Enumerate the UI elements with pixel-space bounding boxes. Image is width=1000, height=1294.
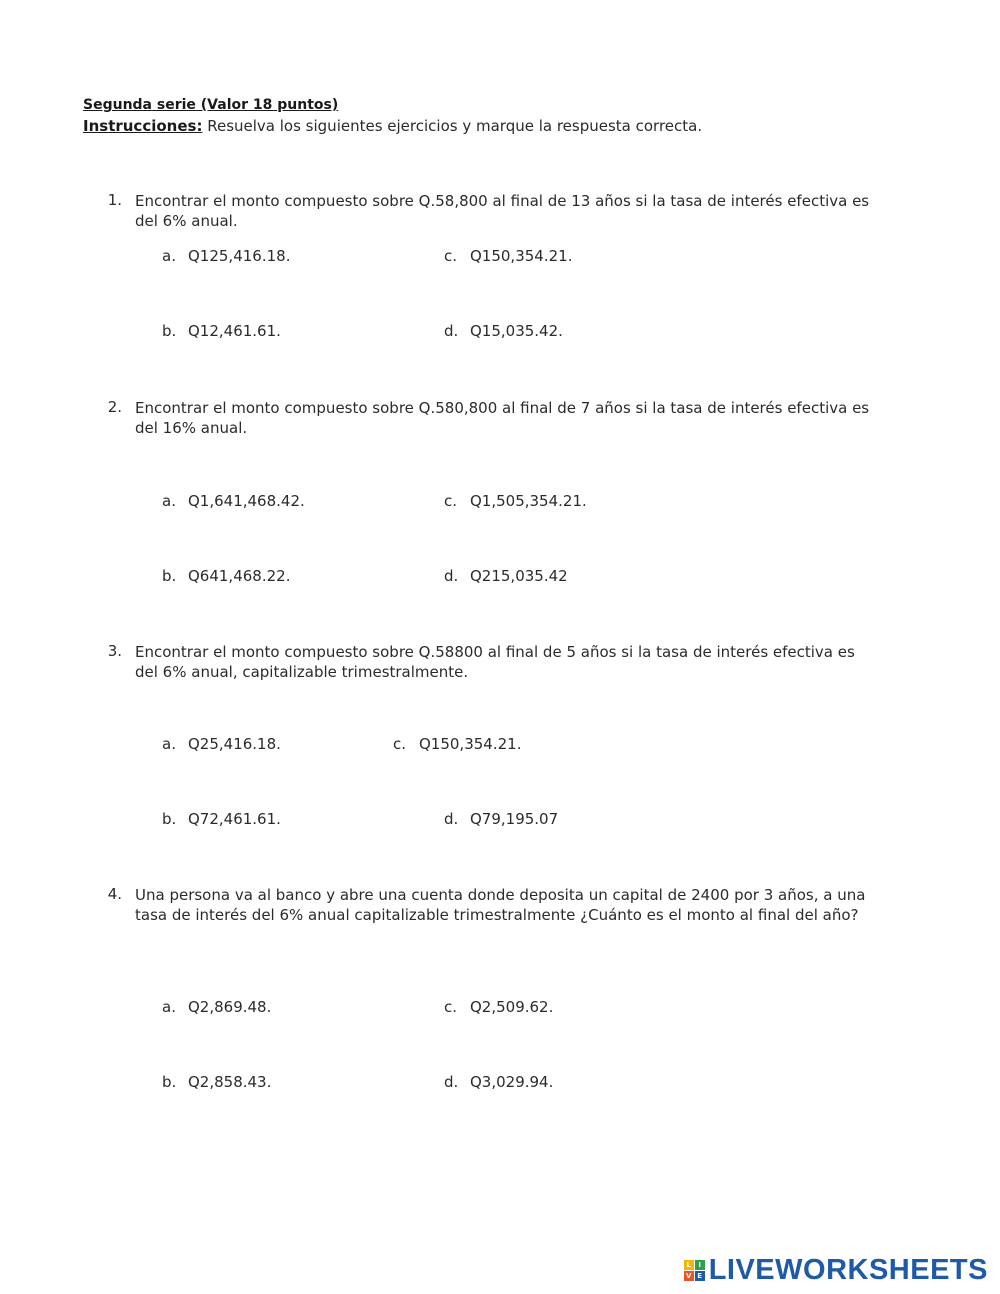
option-letter: b.	[162, 567, 177, 585]
question-text: Encontrar el monto compuesto sobre Q.58800 al final de 5 años si la tasa de interés efectiva es del 6% anual, capitalizable trimestralmente.	[135, 643, 855, 681]
answer-option-c[interactable]	[444, 247, 572, 265]
answer-option-d[interactable]	[444, 322, 563, 340]
logo-cell: E	[695, 1271, 705, 1281]
option-letter: d.	[444, 810, 459, 828]
logo-cell: V	[684, 1271, 694, 1281]
option-letter: b.	[162, 1073, 177, 1091]
option-letter: a.	[162, 998, 176, 1016]
answer-option-b[interactable]	[162, 1073, 271, 1091]
answer-option-a[interactable]	[162, 735, 281, 753]
question-number: 3.	[107, 642, 122, 660]
logo-cell: I	[695, 1260, 705, 1270]
question-number: 2.	[107, 398, 122, 416]
answer-option-a[interactable]	[162, 998, 271, 1016]
brand-name: LIVEWORKSHEETS	[708, 1254, 988, 1286]
option-value: Q125,416.18.	[188, 247, 291, 265]
option-letter: d.	[444, 567, 459, 585]
option-value: Q12,461.61.	[188, 322, 281, 340]
answer-option-a[interactable]	[162, 492, 305, 510]
instructions	[83, 117, 702, 135]
option-value: Q1,641,468.42.	[188, 492, 305, 510]
answer-option-d[interactable]	[444, 1073, 553, 1091]
option-value: Q150,354.21.	[419, 735, 522, 753]
question-text: Encontrar el monto compuesto sobre Q.580,800 al final de 7 años si la tasa de interés efectiva es del 16% anual.	[135, 399, 870, 437]
option-letter: c.	[444, 247, 458, 265]
answer-option-b[interactable]	[162, 567, 290, 585]
logo-cell: L	[684, 1260, 694, 1270]
question-text: Una persona va al banco y abre una cuenta donde deposita un capital de 2400 por 3 años, a una tasa de interés del 6% anual capitalizable trimestralmente ¿Cuánto es el monto al final del año?	[135, 886, 866, 924]
option-letter: c.	[393, 735, 407, 753]
option-letter: c.	[444, 998, 458, 1016]
option-letter: a.	[162, 247, 176, 265]
option-value: Q72,461.61.	[188, 810, 281, 828]
option-letter: c.	[444, 492, 458, 510]
option-value: Q79,195.07	[470, 810, 559, 828]
option-value: Q2,858.43.	[188, 1073, 272, 1091]
liveworksheets-logo-icon	[684, 1260, 705, 1281]
option-value: Q1,505,354.21.	[470, 492, 587, 510]
answer-option-c[interactable]	[444, 998, 553, 1016]
liveworksheets-brand	[684, 1254, 988, 1287]
answer-option-b[interactable]	[162, 322, 281, 340]
option-value: Q3,029.94.	[470, 1073, 554, 1091]
option-value: Q150,354.21.	[470, 247, 573, 265]
answer-option-c[interactable]	[393, 735, 521, 753]
option-letter: b.	[162, 810, 177, 828]
option-letter: a.	[162, 735, 176, 753]
series-title: Segunda serie (Valor 18 puntos)	[83, 97, 339, 113]
instructions-label: Instrucciones:	[83, 117, 203, 135]
question-text: Encontrar el monto compuesto sobre Q.58,800 al final de 13 años si la tasa de interés efectiva es del 6% anual.	[135, 192, 870, 230]
question-number: 4.	[107, 885, 122, 903]
option-value: Q2,869.48.	[188, 998, 272, 1016]
answer-option-c[interactable]	[444, 492, 587, 510]
instructions-text: Resuelva los siguientes ejercicios y marque la respuesta correcta.	[202, 117, 703, 135]
question-number: 1.	[107, 191, 122, 209]
option-letter: b.	[162, 322, 177, 340]
answer-option-d[interactable]	[444, 810, 558, 828]
answer-option-a[interactable]	[162, 247, 290, 265]
option-value: Q2,509.62.	[470, 998, 554, 1016]
answer-option-b[interactable]	[162, 810, 281, 828]
option-value: Q25,416.18.	[188, 735, 281, 753]
answer-option-d[interactable]	[444, 567, 568, 585]
option-letter: d.	[444, 322, 459, 340]
option-value: Q15,035.42.	[470, 322, 563, 340]
option-value: Q641,468.22.	[188, 567, 291, 585]
option-value: Q215,035.42	[470, 567, 568, 585]
option-letter: d.	[444, 1073, 459, 1091]
option-letter: a.	[162, 492, 176, 510]
